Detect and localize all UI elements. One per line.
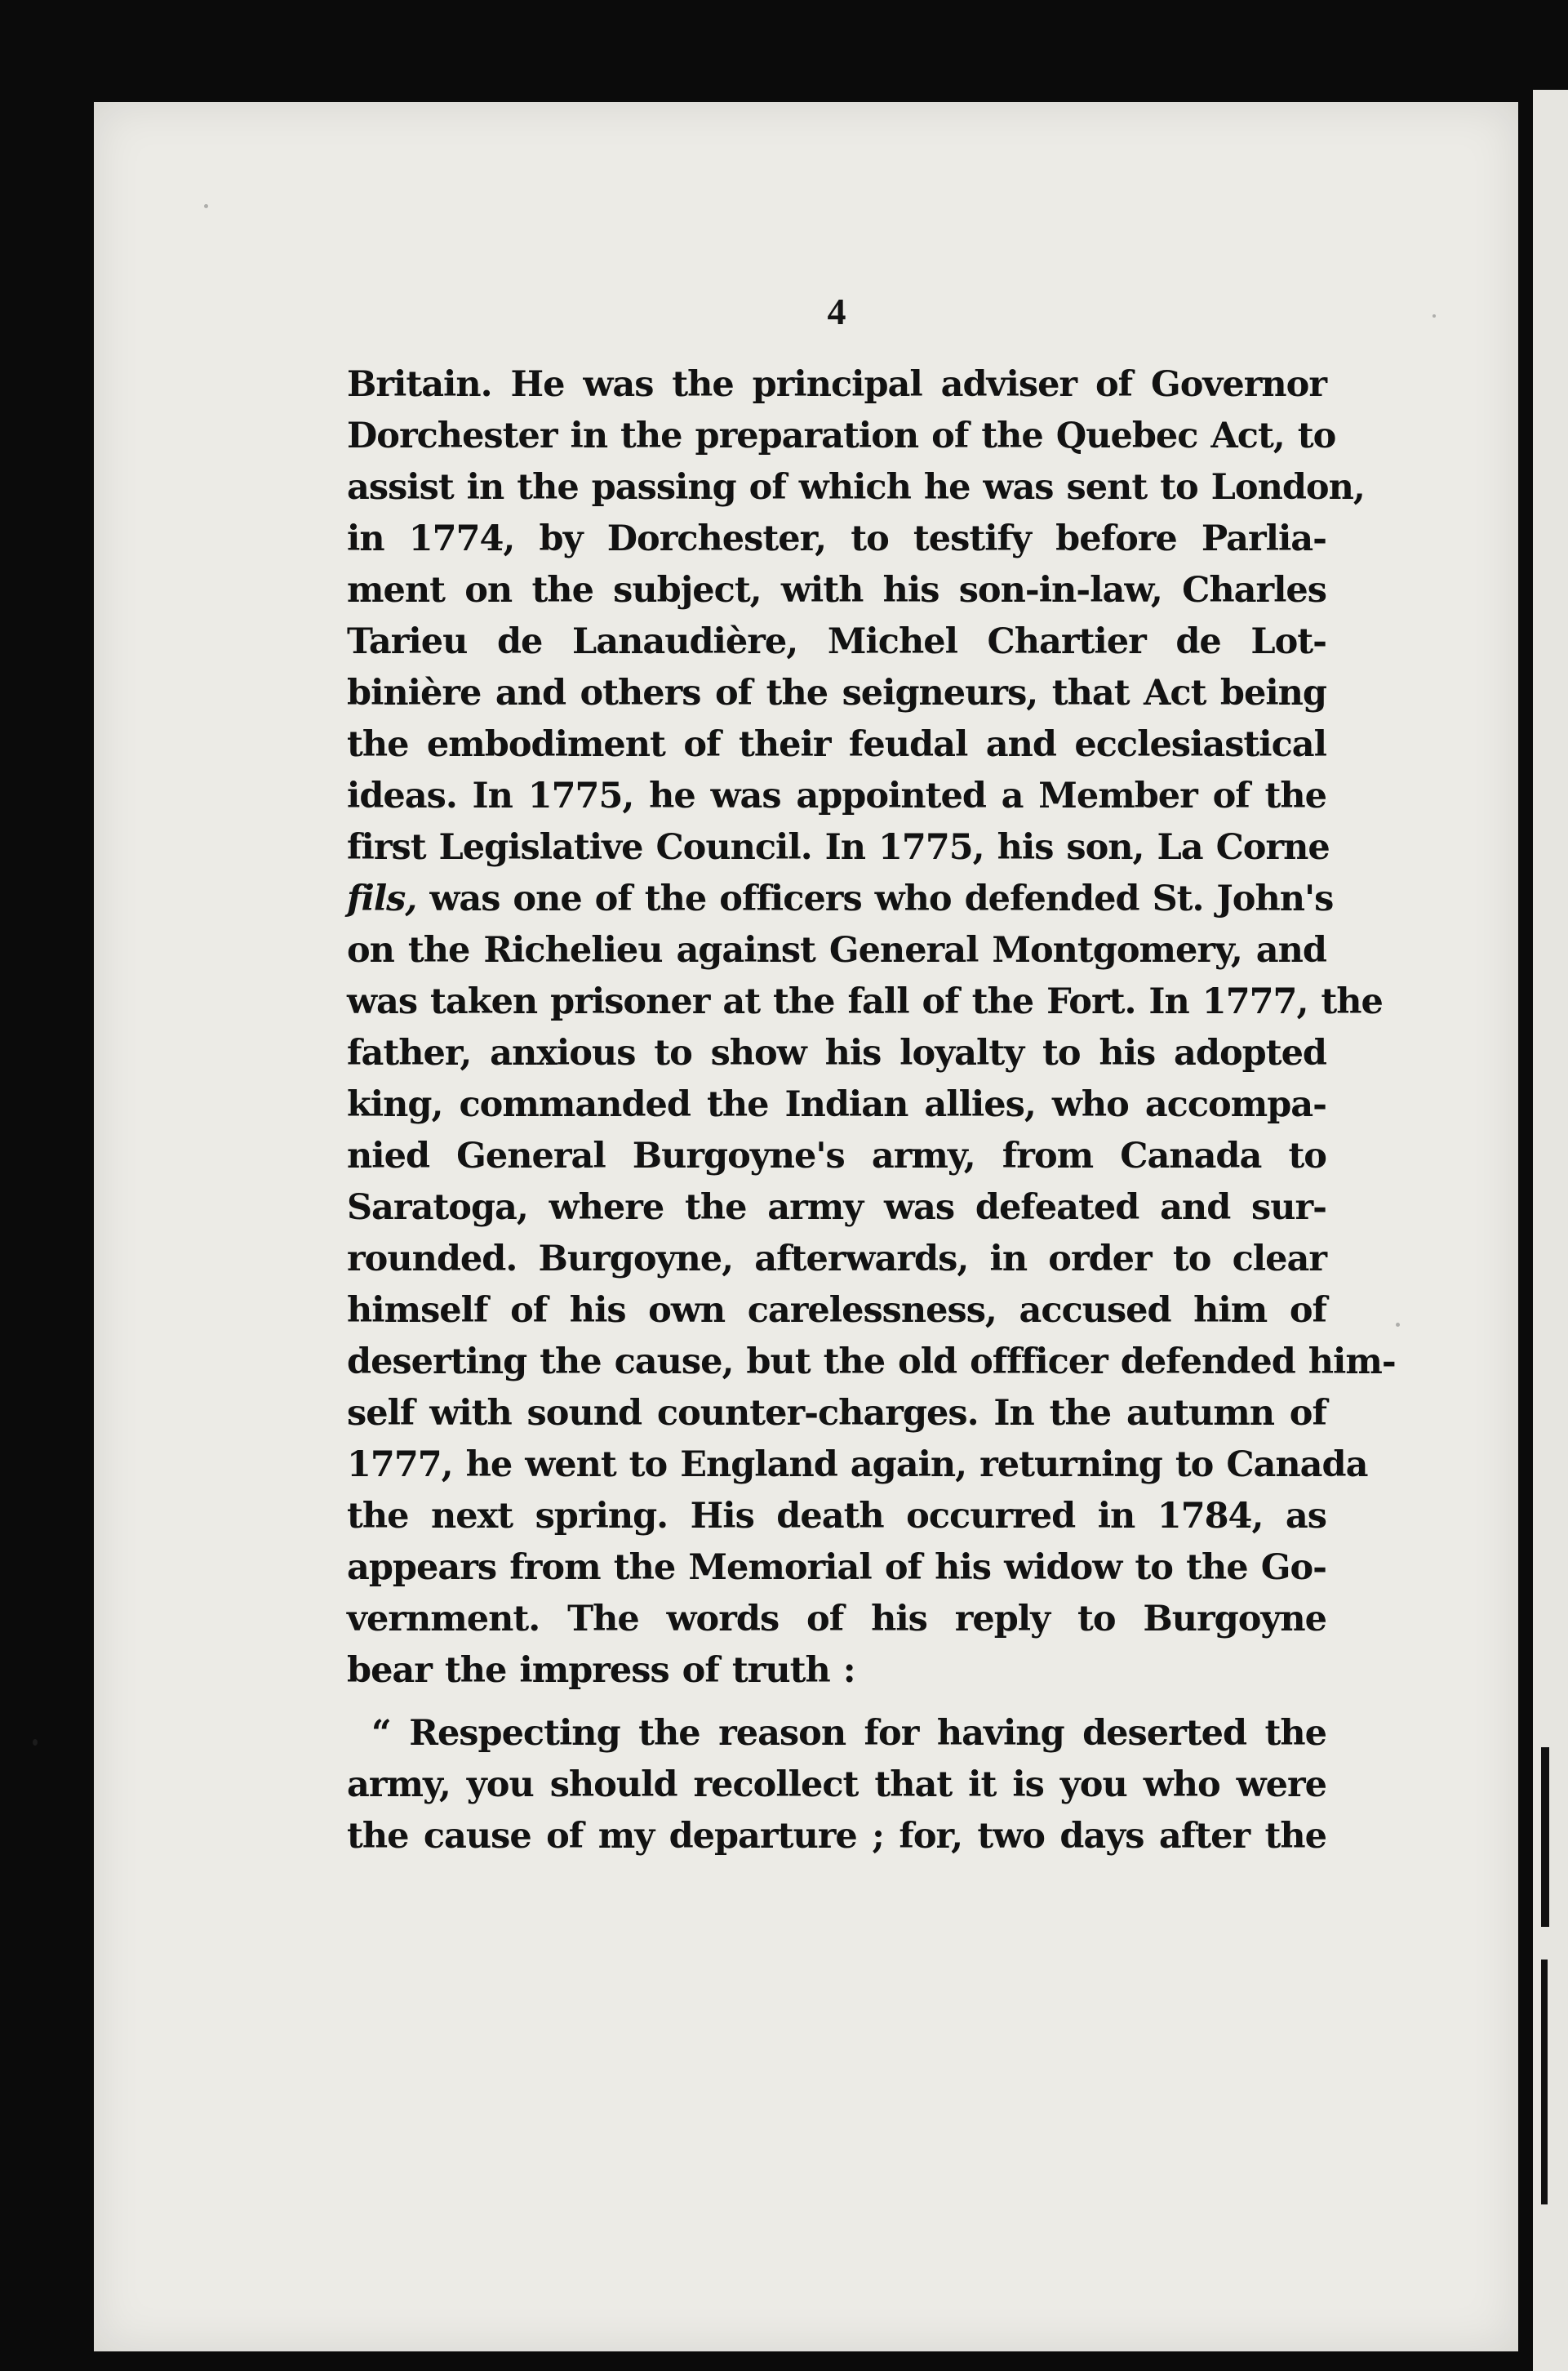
text-line: deserting the cause, but the old offficer defended him- — [347, 1341, 1396, 1382]
text-line — [347, 874, 1334, 925]
page-gutter-shadow — [1518, 73, 1533, 2371]
text-line: the embodiment of their feudal and ecclesiastical — [347, 724, 1326, 765]
text-line: father, anxious to show his loyalty to his adopted — [347, 1033, 1326, 1074]
text-line: bear the impress of truth : — [347, 1650, 855, 1691]
text-line: binière and others of the seigneurs, that Act being — [347, 673, 1326, 714]
text-line: nied General Burgoyne's army, from Canada to — [347, 1136, 1326, 1177]
page-number: 4 — [827, 291, 846, 332]
quote-line: army, you should recollect that it is you who were — [347, 1764, 1326, 1805]
text-line: self with sound counter-charges. In the autumn of — [347, 1393, 1326, 1434]
text-line-rest: was one of the officers who defended St. John's — [416, 879, 1334, 919]
text-line: Dorchester in the preparation of the Quebec Act, to — [347, 416, 1336, 456]
quote-line: “ Respecting the reason for having deserted the — [371, 1713, 1326, 1754]
text-line: king, commanded the Indian allies, who accompa- — [347, 1084, 1326, 1125]
text-line: Saratoga, where the army was defeated and sur- — [347, 1187, 1326, 1228]
quote-line: the cause of my departure ; for, two days after the — [347, 1816, 1326, 1857]
text-line: vernment. The words of his reply to Burgoyne — [347, 1599, 1326, 1639]
text-line: ment on the subject, with his son-in-law, Charles — [347, 570, 1326, 611]
adjacent-page-mark — [1541, 1747, 1549, 1927]
text-line: appears from the Memorial of his widow to the Go- — [347, 1547, 1326, 1588]
text-line: the next spring. His death occurred in 1784, as — [347, 1496, 1326, 1537]
paper-speck — [204, 204, 208, 208]
paper-speck — [1433, 314, 1436, 318]
adjacent-page-edge — [1533, 90, 1568, 2371]
text-line: Tarieu de Lanaudière, Michel Chartier de Lot- — [347, 621, 1326, 662]
paper-speck — [33, 1739, 38, 1746]
body-text — [347, 359, 1396, 1862]
text-line: himself of his own carelessness, accused him of — [347, 1290, 1326, 1331]
text-line: ideas. In 1775, he was appointed a Member of the — [347, 776, 1326, 816]
adjacent-page-mark — [1541, 1960, 1548, 2204]
text-line: assist in the passing of which he was sent to London, — [347, 467, 1365, 508]
text-line: rounded. Burgoyne, afterwards, in order to clear — [347, 1239, 1326, 1279]
text-line: was taken prisoner at the fall of the Fort. In 1777, the — [347, 981, 1383, 1022]
paragraph-gap — [347, 1697, 1326, 1708]
text-line: Britain. He was the principal adviser of Governor — [347, 364, 1326, 405]
text-line: on the Richelieu against General Montgomery, and — [347, 930, 1326, 971]
paper-speck — [1396, 1323, 1400, 1327]
text-line: 1777, he went to England again, returning to Canada — [347, 1444, 1368, 1485]
text-line: first Legislative Council. In 1775, his son, La Corne — [347, 827, 1330, 868]
italic-word: fils, — [347, 879, 417, 919]
text-line: in 1774, by Dorchester, to testify before Parlia- — [347, 518, 1326, 559]
